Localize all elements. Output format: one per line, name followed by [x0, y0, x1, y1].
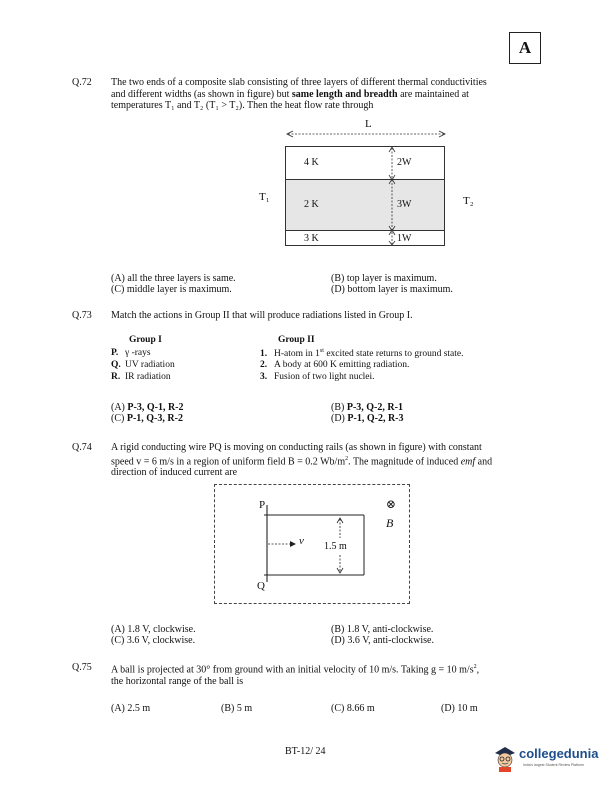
layer-conductivity: 3 K [304, 233, 319, 244]
option-d[interactable]: (D) bottom layer is maximum. [331, 284, 453, 295]
layer-conductivity: 2 K [304, 199, 319, 210]
option-c[interactable]: (C) 3.6 V, clockwise. [111, 635, 196, 646]
student-mascot-icon [493, 744, 517, 772]
option-b[interactable]: (B) P-3, Q-2, R-1 [331, 402, 403, 413]
group-1-item: Q. UV radiation [111, 360, 175, 370]
layer-conductivity: 4 K [304, 157, 319, 168]
group-2-item: 3. Fusion of two light nuclei. [260, 372, 375, 382]
point-q-label: Q [257, 580, 265, 592]
layer-width: 1W [397, 233, 412, 244]
velocity-label: v⃗ [299, 535, 313, 547]
layer-width: 2W [397, 157, 412, 168]
question-text: The two ends of a composite slab consisting of three layers of different thermal conductivities and different widths (as shown in figure) but same length and breadth are maintained at temperatures T₁ and T₂ (T₁ > T₂). Then the heat flow rate through [111, 77, 487, 111]
temperature-t1: T₁ [259, 191, 270, 203]
question-text: A rigid conducting wire PQ is moving on conducting rails (as shown in figure) with constant speed v = 6 m/s in a region of uniform field B = 0.2 $Wb/m^2$. The magnitude of induced emf and direction of induced current are [111, 442, 493, 479]
group-1-item: R. IR radiation [111, 372, 171, 382]
option-c[interactable]: (C) middle layer is maximum. [111, 284, 232, 295]
option-a[interactable]: (A) P-3, Q-1, R-2 [111, 402, 184, 413]
logo-tagline: India's largest Student Review Platform [523, 763, 584, 767]
temperature-t2: T₂ [463, 195, 474, 207]
question-number: Q.73 [72, 310, 92, 321]
option-a[interactable]: (A) 2.5 m [111, 703, 151, 714]
group-1-item: P. γ -rays [111, 348, 151, 358]
question-number: Q.72 [72, 77, 92, 88]
layer-width: 3W [397, 199, 412, 210]
length-label: L [365, 118, 372, 130]
length-arrow [284, 128, 448, 140]
question-number: Q.75 [72, 662, 92, 673]
option-a[interactable]: (A) 1.8 V, clockwise. [111, 624, 196, 635]
group-2-item: 1. H-atom in 1st excited state returns to ground state. [260, 348, 464, 360]
question-number: Q.74 [72, 442, 92, 453]
option-d[interactable]: (D) P-1, Q-2, R-3 [331, 413, 404, 424]
option-d[interactable]: (D) 10 m [441, 703, 478, 714]
group-1-title: Group I [129, 335, 162, 345]
option-d[interactable]: (D) 3.6 V, anti-clockwise. [331, 635, 434, 646]
option-c[interactable]: (C) P-1, Q-3, R-2 [111, 413, 183, 424]
page-number: BT-12/ 24 [285, 746, 326, 757]
rail-width-label: 1.5 m [324, 541, 347, 552]
question-text: A ball is projected at 30° from ground with an initial velocity of 10 m/s. Taking g = 10 $m/s^2$, the horizontal range of the ball is [111, 664, 480, 687]
point-p-label: P [259, 499, 266, 511]
field-into-page-icon: ⊗ [386, 497, 397, 511]
option-b[interactable]: (B) top layer is maximum. [331, 273, 437, 284]
field-b-label: B⃗ [386, 516, 403, 530]
option-b[interactable]: (B) 1.8 V, anti-clockwise. [331, 624, 434, 635]
paper-set-box: A [509, 32, 541, 64]
group-2-item: 2. A body at 600 K emitting radiation. [260, 360, 410, 370]
option-a[interactable]: (A) all the three layers is same. [111, 273, 236, 284]
question-text: Match the actions in Group II that will produce radiations listed in Group I. [111, 310, 413, 321]
logo-wordmark: collegedunia [519, 746, 599, 761]
group-2-title: Group II [278, 335, 315, 345]
option-c[interactable]: (C) 8.66 m [331, 703, 375, 714]
option-b[interactable]: (B) 5 m [221, 703, 253, 714]
